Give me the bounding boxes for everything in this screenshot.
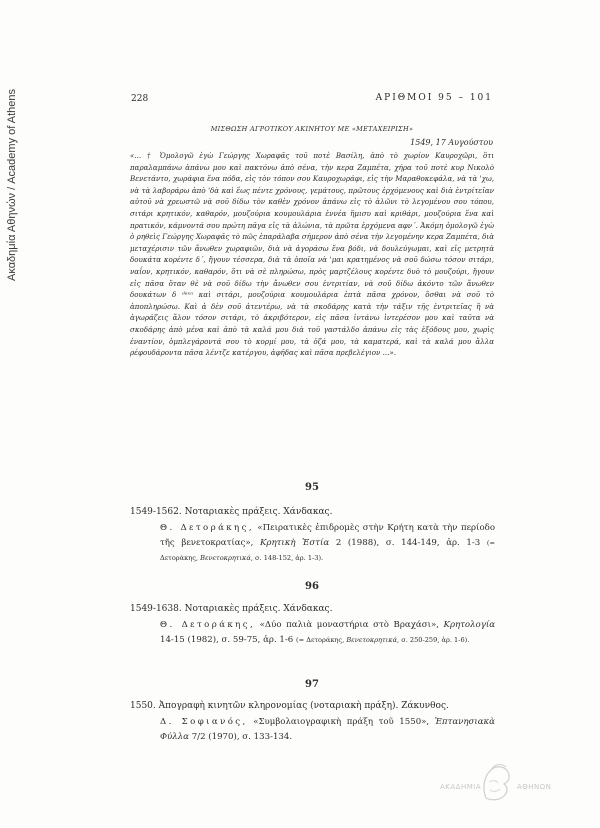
watermark-text-right: ΑΘΗΝΩΝ (517, 783, 552, 791)
entry-author: Θ. Δετοράκης, (160, 620, 256, 630)
side-watermark-text: Ακαδημία Αθηνών / Academy of Athens (6, 88, 18, 282)
entry-pages: 7/2 (1970), σ. 133-134. (191, 732, 293, 742)
entry-note-prefix: (= Δετοράκης, (160, 539, 496, 562)
entry-note-prefix: (= Δετοράκης, (296, 636, 345, 644)
entry-author: Θ. Δετοράκης, (160, 523, 254, 533)
entry-title: 1549-1562. Νοταριακὲς πράξεις. Χάνδακας. (130, 507, 333, 517)
entry-title: 1550. Ἀπογραφὴ κινητῶν κληρονομίας (νοταριακὴ πράξη). Ζάκυνθος. (130, 701, 449, 711)
entry-article: «Δύο παλιὰ μοναστήρια στὸ Βραχάσι», (259, 620, 439, 630)
watermark-text-left: ΑΚΑΔΗΜΙΑ (440, 783, 482, 791)
entry-journal: Κρητολογία (443, 620, 496, 630)
document-date: 1549, 17 Αυγούστου (410, 138, 493, 147)
entry-number: 95 (305, 482, 319, 493)
entry-reference (160, 618, 495, 648)
entry-reference (160, 521, 495, 566)
document-body: «... † Ὁμολογῶ ἐγὼ Γεώργης Χωραφᾶς τοῦ ποτὲ Βασίλη, ἀπὸ τὸ χωρίον Καυροχῶρι, ὅτι παραλαμπάνω ἀπάνω μου καὶ πακτόνω ἀπὸ σένα, τὴν κερα Ζαμπέτα, χήρα τοῦ ποτὲ κυρ Νικολὸ Βενετάντο, χωράφια ἕνα πόδα, εἰς τὸν τόπον σου Καυροχωράφι, εἰς τὴν Μαραθοκεφάλα, νὰ τὰ 'χω, νὰ τὰ λαβοράρω ἀπὸ 'δὰ καὶ ἕως πέντε χρόνους, γεμάτους, πρῶτους ἐρχόμενους καὶ διὰ ἐντρίτεῖαν αὐτοῦ νὰ χρεωστῶ νὰ σοῦ δίδω τὸν καθὲν χρόνον ἀπάνω εἰς τὸ ἀλῶνι τὸ λεγομένου σου τόπου, σιτάρι κρητικόν, καθαρόν, μουζούρια κουμουλάρια ἐννέα ἥμισυ καὶ κριθάρι, μουζούρια ἕνα καὶ πρατικόν, κάμνοντά σου πρώτη πᾶγα εἰς τὰ ἀλώνια, τὰ πρῶτα ἐρχόμενα αφν´. Ἀκόμη ὁμολογῶ ἐγὼ ὁ ρηθεὶς Γεώργης Χωραφᾶς τὸ πῶς ἐπαράλαβα σήμερον ἀπὸ σένα τὴν λεγομένην κερα Ζαμπέτα, διὰ μεταχέρισιν τῶν ἄνωθεν χωραφιῶν, διὰ νὰ ἀγοράσω ἕνα βόδι, νὰ δουλεύγωμαι, καὶ εἰς μετρητὰ δουκάτα κορέντε δ´, ἤγουν τέσσερα, διὰ τὰ ὁποῖα νὰ 'μαι κρατημένος νὰ σοῦ δώσω τόσον σιτάρι, ναΐον, κρητικόν, καθαρόν, ὅτι νὰ σὲ πληρώσω, πρὸς μαρτζέλους κορέντε δυὸ τὸ μουζούρι, ἤγουν εἰς πᾶσα ὅταν θὲ νὰ σοῦ δίδω τὴν ἄνωθεν σου ἐντριτίαν, νὰ σοῦ δίδω ἀκόντο τῶν ἄνωθεν δουκάτων δ ᵈᵉˣⁿ καὶ σιτάρι, μουζούρια κουμουλάρια ἑπτὰ πᾶσα χρόνον, ὅσθαι νὰ σοῦ τὸ ἀποπληρώσω. Καὶ ἀ δὲν σοῦ ἀτεντέρω, νὰ τὰ σκοδάρης κατὰ τὴν τάξιν τῆς ἐντριτεῖας ἢ νὰ ἀγωράζεις ἄλον τόσον σιτάρι, τὸ ἀκριβότερον, εἰς πᾶσα ἰντάνω ἰντερέσον μου καὶ ταῦτα νὰ σκοδάρης ἀπὸ μένα καὶ ἀπὸ τὰ καλά μου διὰ τοῦ γαστάλδο ἀπάνω εἰς τὰς ἐξόδους μου, χωρὶς ἐναντίον, ὀμπλεγάροντά σου τὸ κορμί μου, τὰ ὀζά μου, τὰ καματερά, καὶ τὰ καλά μου ἄλλα ρέφουδάροντα πᾶσα λέντζε κατέργου, ἀφῆδας καὶ πᾶσα πρεβελέγιον ...». (130, 151, 494, 358)
side-watermark (2, 40, 22, 330)
entry-note-work: Βενετοκρητικά (346, 636, 398, 644)
entry-number: 97 (305, 679, 319, 690)
page-number: 228 (131, 94, 149, 104)
document-heading: ΜΙΣΘΩΣΗ ΑΓΡΟΤΙΚΟΥ ΑΚΙΝΗΤΟΥ ΜΕ «ΜΕΤΑΧΕΙΡΙΣΗ» (210, 125, 414, 133)
entry-author: Δ. Σοφιανός, (160, 717, 248, 727)
entry-note (296, 636, 469, 644)
entry-note-suffix: , σ. 148-152, ἀρ. 1-3). (250, 554, 324, 562)
entry-title: 1549-1638. Νοταριακὲς πράξεις. Χάνδακας. (130, 604, 333, 614)
entry-note-suffix: , σ. 250-259, ἀρ. 1-6). (397, 636, 470, 644)
entry-article: «Συμβολαιογραφικὴ πράξη τοῦ 1550», (253, 717, 430, 727)
entry-note-work: Βενετοκρητικά (200, 554, 251, 562)
entry-reference (160, 715, 495, 745)
entry-pages: 2 (1988), σ. 144-149, ἀρ. 1-3 (335, 538, 481, 548)
entry-pages: 14-15 (1982), σ. 59-75, ἀρ. 1-6 (160, 635, 294, 645)
entry-journal: Ἑπτανησιακὰ Φύλλα (160, 717, 495, 742)
academy-watermark (440, 762, 560, 807)
entry-number: 96 (305, 581, 319, 592)
entry-article: «Πειρατικὲς ἐπιδρομὲς στὴν Κρήτη κατὰ τὴν περίοδο τῆς βενετοκρατίας», (160, 523, 496, 548)
running-head: ΑΡΙΘΜΟΙ 95 – 101 (375, 93, 493, 103)
athena-head-logo (478, 762, 514, 802)
entry-journal: Κρητικὴ Ἑστία (259, 538, 330, 548)
